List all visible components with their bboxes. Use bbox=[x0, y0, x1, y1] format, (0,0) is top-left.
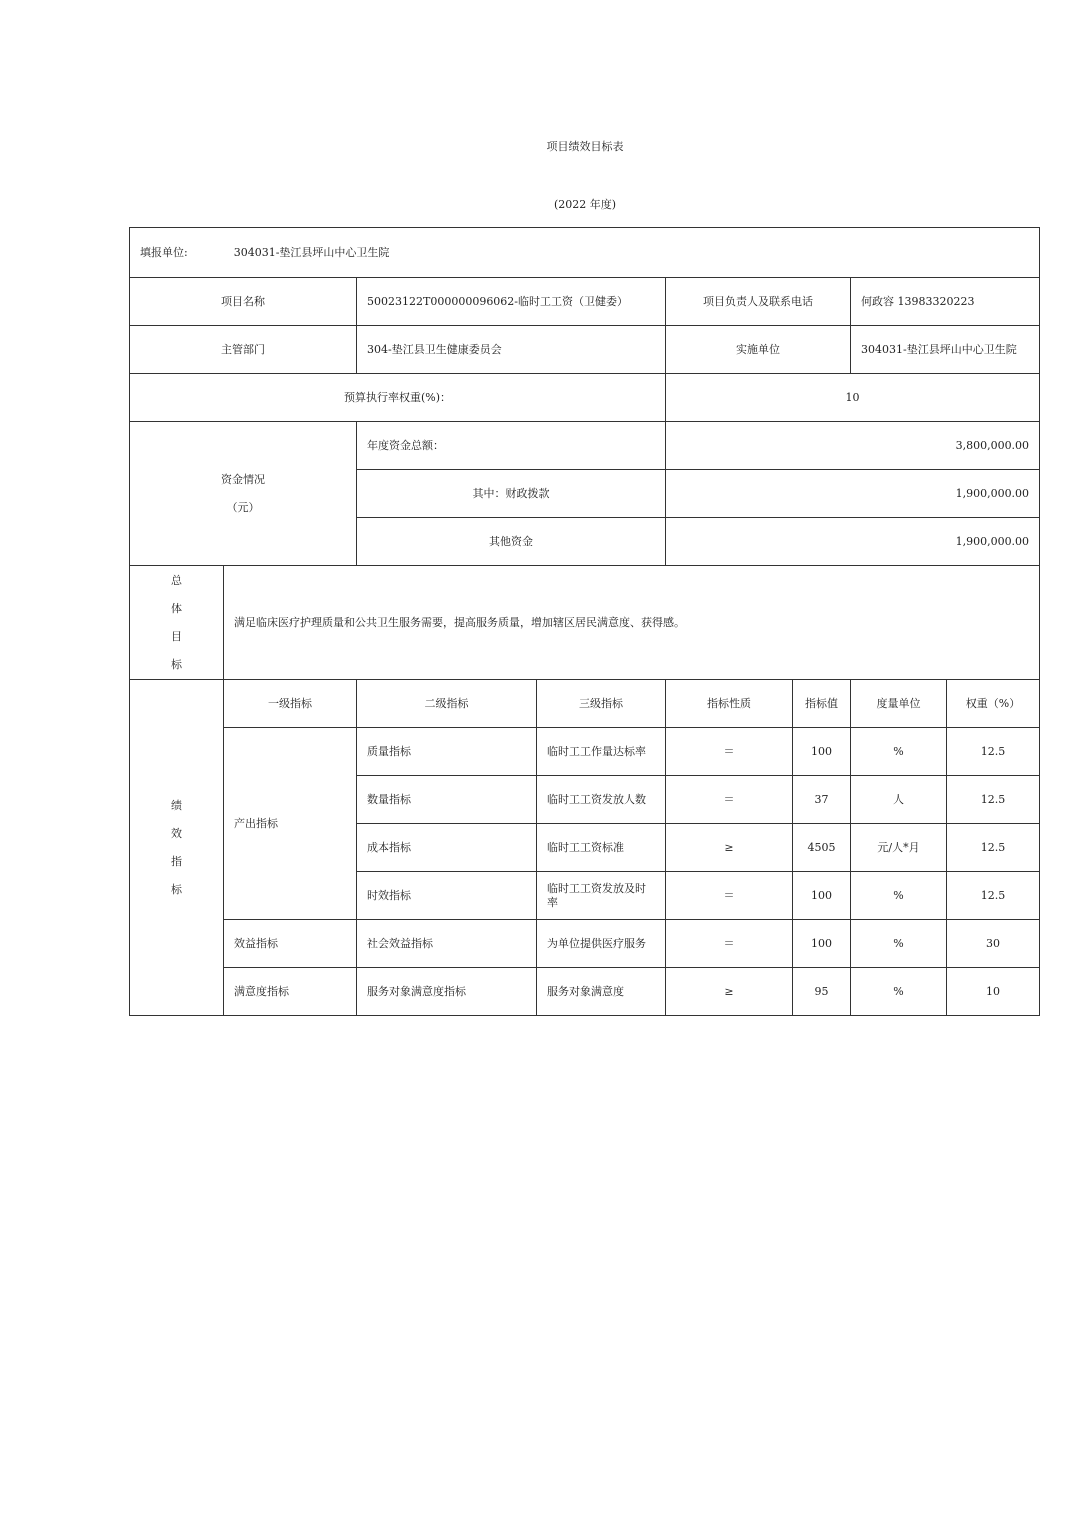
level3-cell: 服务对象满意度 bbox=[537, 968, 666, 1016]
level2-cell: 社会效益指标 bbox=[357, 920, 537, 968]
level1-cell: 效益指标 bbox=[224, 920, 357, 968]
header-level2: 二级指标 bbox=[357, 680, 537, 728]
funds-fiscal-value: 1,900,000.00 bbox=[666, 470, 1040, 518]
table-row bbox=[130, 920, 1040, 968]
overall-goal-label-char: 体 bbox=[171, 601, 182, 615]
project-contact-value: 何政容 13983320223 bbox=[851, 278, 1040, 326]
budget-weight-label: 预算执行率权重(%)： bbox=[130, 374, 666, 422]
funds-label-line1: 资金情况 bbox=[221, 472, 265, 486]
budget-weight-value: 10 bbox=[666, 374, 1040, 422]
unit-cell: % bbox=[851, 728, 947, 776]
value-cell: 100 bbox=[793, 872, 851, 920]
unit-cell: % bbox=[851, 872, 947, 920]
nature-cell: ＝ bbox=[666, 920, 793, 968]
indicators-label-char: 标 bbox=[171, 882, 182, 896]
department-row bbox=[130, 326, 1040, 374]
value-cell: 100 bbox=[793, 728, 851, 776]
funds-total-label: 年度资金总额： bbox=[357, 422, 666, 470]
project-name-label: 项目名称 bbox=[130, 278, 357, 326]
indicators-label-char: 指 bbox=[171, 854, 182, 868]
header-nature: 指标性质 bbox=[666, 680, 793, 728]
unit-cell: % bbox=[851, 968, 947, 1016]
value-cell: 95 bbox=[793, 968, 851, 1016]
performance-form-table bbox=[129, 227, 1040, 1016]
overall-goal-row bbox=[130, 566, 1040, 680]
project-row bbox=[130, 278, 1040, 326]
nature-cell: ≥ bbox=[666, 968, 793, 1016]
level2-cell: 服务对象满意度指标 bbox=[357, 968, 537, 1016]
overall-goal-text: 满足临床医疗护理质量和公共卫生服务需要，提高服务质量，增加辖区居民满意度、获得感。 bbox=[224, 566, 1040, 680]
level2-cell: 质量指标 bbox=[357, 728, 537, 776]
implementing-unit-label: 实施单位 bbox=[666, 326, 851, 374]
level2-cell: 时效指标 bbox=[357, 872, 537, 920]
reporting-unit-value: 304031-垫江县坪山中心卫生院 bbox=[233, 245, 390, 259]
weight-cell: 12.5 bbox=[947, 872, 1040, 920]
overall-goal-label-char: 目 bbox=[171, 629, 182, 643]
unit-cell: % bbox=[851, 920, 947, 968]
budget-weight-row bbox=[130, 374, 1040, 422]
unit-cell: 人 bbox=[851, 776, 947, 824]
nature-cell: ＝ bbox=[666, 776, 793, 824]
funds-other-value: 1,900,000.00 bbox=[666, 518, 1040, 566]
weight-cell: 10 bbox=[947, 968, 1040, 1016]
level1-cell: 满意度指标 bbox=[224, 968, 357, 1016]
project-name-value: 50023122T000000096062-临时工工资（卫健委） bbox=[357, 278, 666, 326]
level2-cell: 数量指标 bbox=[357, 776, 537, 824]
reporting-unit-row bbox=[130, 228, 1040, 278]
weight-cell: 12.5 bbox=[947, 776, 1040, 824]
nature-cell: ≥ bbox=[666, 824, 793, 872]
indicators-label-char: 绩 bbox=[171, 798, 182, 812]
funds-fiscal-label: 其中：财政拨款 bbox=[357, 470, 666, 518]
weight-cell: 12.5 bbox=[947, 728, 1040, 776]
reporting-unit-label: 填报单位: bbox=[140, 245, 188, 259]
overall-goal-label bbox=[130, 566, 224, 680]
department-value: 304-垫江县卫生健康委员会 bbox=[357, 326, 666, 374]
level3-cell: 临时工工资发放及时率 bbox=[537, 872, 666, 920]
department-label: 主管部门 bbox=[130, 326, 357, 374]
level3-cell: 临时工工作量达标率 bbox=[537, 728, 666, 776]
project-contact-label: 项目负责人及联系电话 bbox=[666, 278, 851, 326]
nature-cell: ＝ bbox=[666, 872, 793, 920]
level2-cell: 成本指标 bbox=[357, 824, 537, 872]
header-value: 指标值 bbox=[793, 680, 851, 728]
header-weight: 权重（%） bbox=[947, 680, 1040, 728]
overall-goal-label-char: 标 bbox=[171, 657, 182, 671]
funds-label bbox=[130, 422, 357, 566]
nature-cell: ＝ bbox=[666, 728, 793, 776]
unit-cell: 元/人*月 bbox=[851, 824, 947, 872]
page-subtitle: (2022 年度) bbox=[553, 198, 617, 211]
value-cell: 100 bbox=[793, 920, 851, 968]
value-cell: 37 bbox=[793, 776, 851, 824]
funds-other-label: 其他资金 bbox=[357, 518, 666, 566]
header-level1: 一级指标 bbox=[224, 680, 357, 728]
weight-cell: 12.5 bbox=[947, 824, 1040, 872]
indicator-header-row bbox=[130, 680, 1040, 728]
indicators-label bbox=[130, 680, 224, 1016]
value-cell: 4505 bbox=[793, 824, 851, 872]
header-unit: 度量单位 bbox=[851, 680, 947, 728]
page-title: 项目绩效目标表 bbox=[546, 140, 624, 153]
overall-goal-label-char: 总 bbox=[171, 573, 182, 587]
level3-cell: 为单位提供医疗服务 bbox=[537, 920, 666, 968]
funds-label-line2: （元） bbox=[226, 500, 260, 514]
weight-cell: 30 bbox=[947, 920, 1040, 968]
table-row bbox=[130, 968, 1040, 1016]
funds-total-value: 3,800,000.00 bbox=[666, 422, 1040, 470]
table-row bbox=[130, 728, 1040, 776]
implementing-unit-value: 304031-垫江县坪山中心卫生院 bbox=[851, 326, 1040, 374]
level3-cell: 临时工工资发放人数 bbox=[537, 776, 666, 824]
output-group-label: 产出指标 bbox=[224, 728, 357, 920]
header-level3: 三级指标 bbox=[537, 680, 666, 728]
funds-total-row bbox=[130, 422, 1040, 470]
indicators-label-char: 效 bbox=[171, 826, 182, 840]
level3-cell: 临时工工资标准 bbox=[537, 824, 666, 872]
